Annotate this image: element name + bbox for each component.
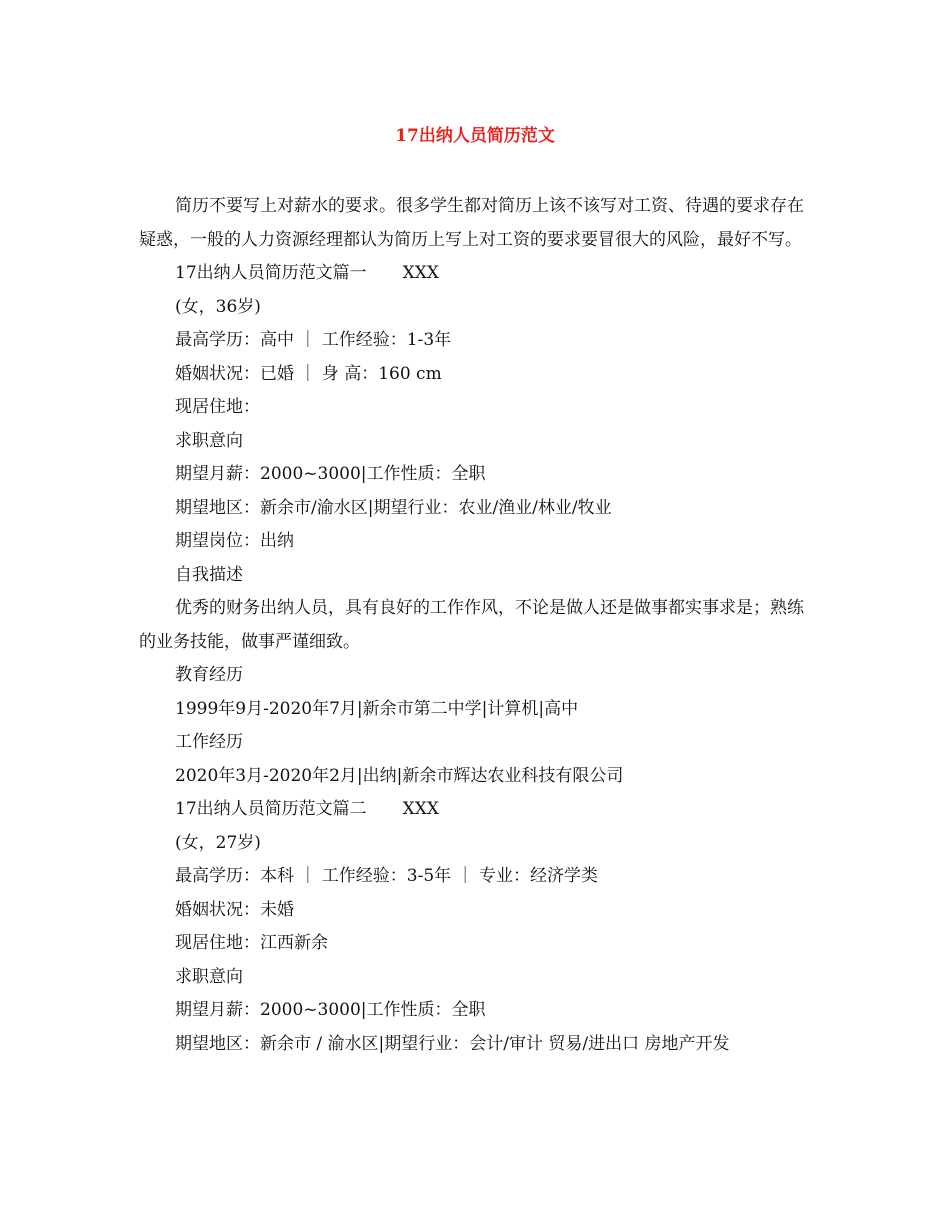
sample1-work-heading: 工作经历: [175, 732, 243, 752]
sample2-heading-line: [139, 793, 819, 827]
sample1-gender-age: (女，36岁): [175, 296, 261, 317]
sample1-heading-line: [139, 257, 819, 291]
sample1-self-desc: 优秀的财务出纳人员，具有良好的工作作风，不论是做人还是做事都实事求是；熟练的业务技能，做事严谨细致。: [139, 598, 804, 652]
sample1-area-industry: 期望地区：新余市/渝水区|期望行业：农业/渔业/林业/牧业: [175, 497, 612, 518]
sample1-marital-height: 婚姻状况：已婚 ｜ 身 高：160 cm: [175, 363, 442, 384]
sample2-education-experience: 最高学历：本科 ｜ 工作经验：3-5年 ｜ 专业：经济学类: [175, 866, 598, 886]
sample1-heading: 17出纳人员简历范文篇一: [175, 263, 367, 283]
sample2-marital: 婚姻状况：未婚: [175, 899, 294, 920]
sample1-salary-type: 期望月薪：2000~3000|工作性质：全职: [175, 464, 486, 484]
sample2-salary-type: 期望月薪：2000~3000|工作性质：全职: [175, 1000, 486, 1020]
sample2-residence: 现居住地：江西新余: [175, 933, 328, 953]
sample1-name: XXX: [402, 263, 439, 283]
sample1-self-desc-heading: 自我描述: [175, 564, 243, 585]
sample1-work-entry: 2020年3月-2020年2月|出纳|新余市辉达农业科技有限公司: [175, 765, 624, 786]
sample1-position: 期望岗位：出纳: [175, 531, 294, 551]
sample2-area-industry: 期望地区：新余市 / 渝水区|期望行业：会计/审计 贸易/进出口 房地产开发: [175, 1033, 730, 1054]
sample1-education-heading: 教育经历: [175, 665, 243, 685]
sample1-education-experience: 最高学历：高中 ｜ 工作经验：1-3年: [175, 330, 452, 350]
sample1-residence: 现居住地：: [175, 397, 260, 417]
sample2-job-intent-heading: 求职意向: [175, 966, 243, 987]
document-body: [139, 190, 819, 1061]
sample2-heading: 17出纳人员简历范文篇二: [175, 799, 367, 819]
sample2-name: XXX: [402, 799, 439, 819]
sample2-gender-age: (女，27岁): [175, 832, 261, 853]
document-title: 17出纳人员简历范文: [395, 126, 555, 146]
sample1-education-entry: 1999年9月-2020年7月|新余市第二中学|计算机|高中: [175, 698, 579, 719]
intro-paragraph: 简历不要写上对薪水的要求。很多学生都对简历上该不该写对工资、待遇的要求存在疑惑，一般的人力资源经理都认为简历上写上对工资的要求要冒很大的风险，最好不写。: [139, 196, 804, 250]
sample1-job-intent-heading: 求职意向: [175, 430, 243, 451]
